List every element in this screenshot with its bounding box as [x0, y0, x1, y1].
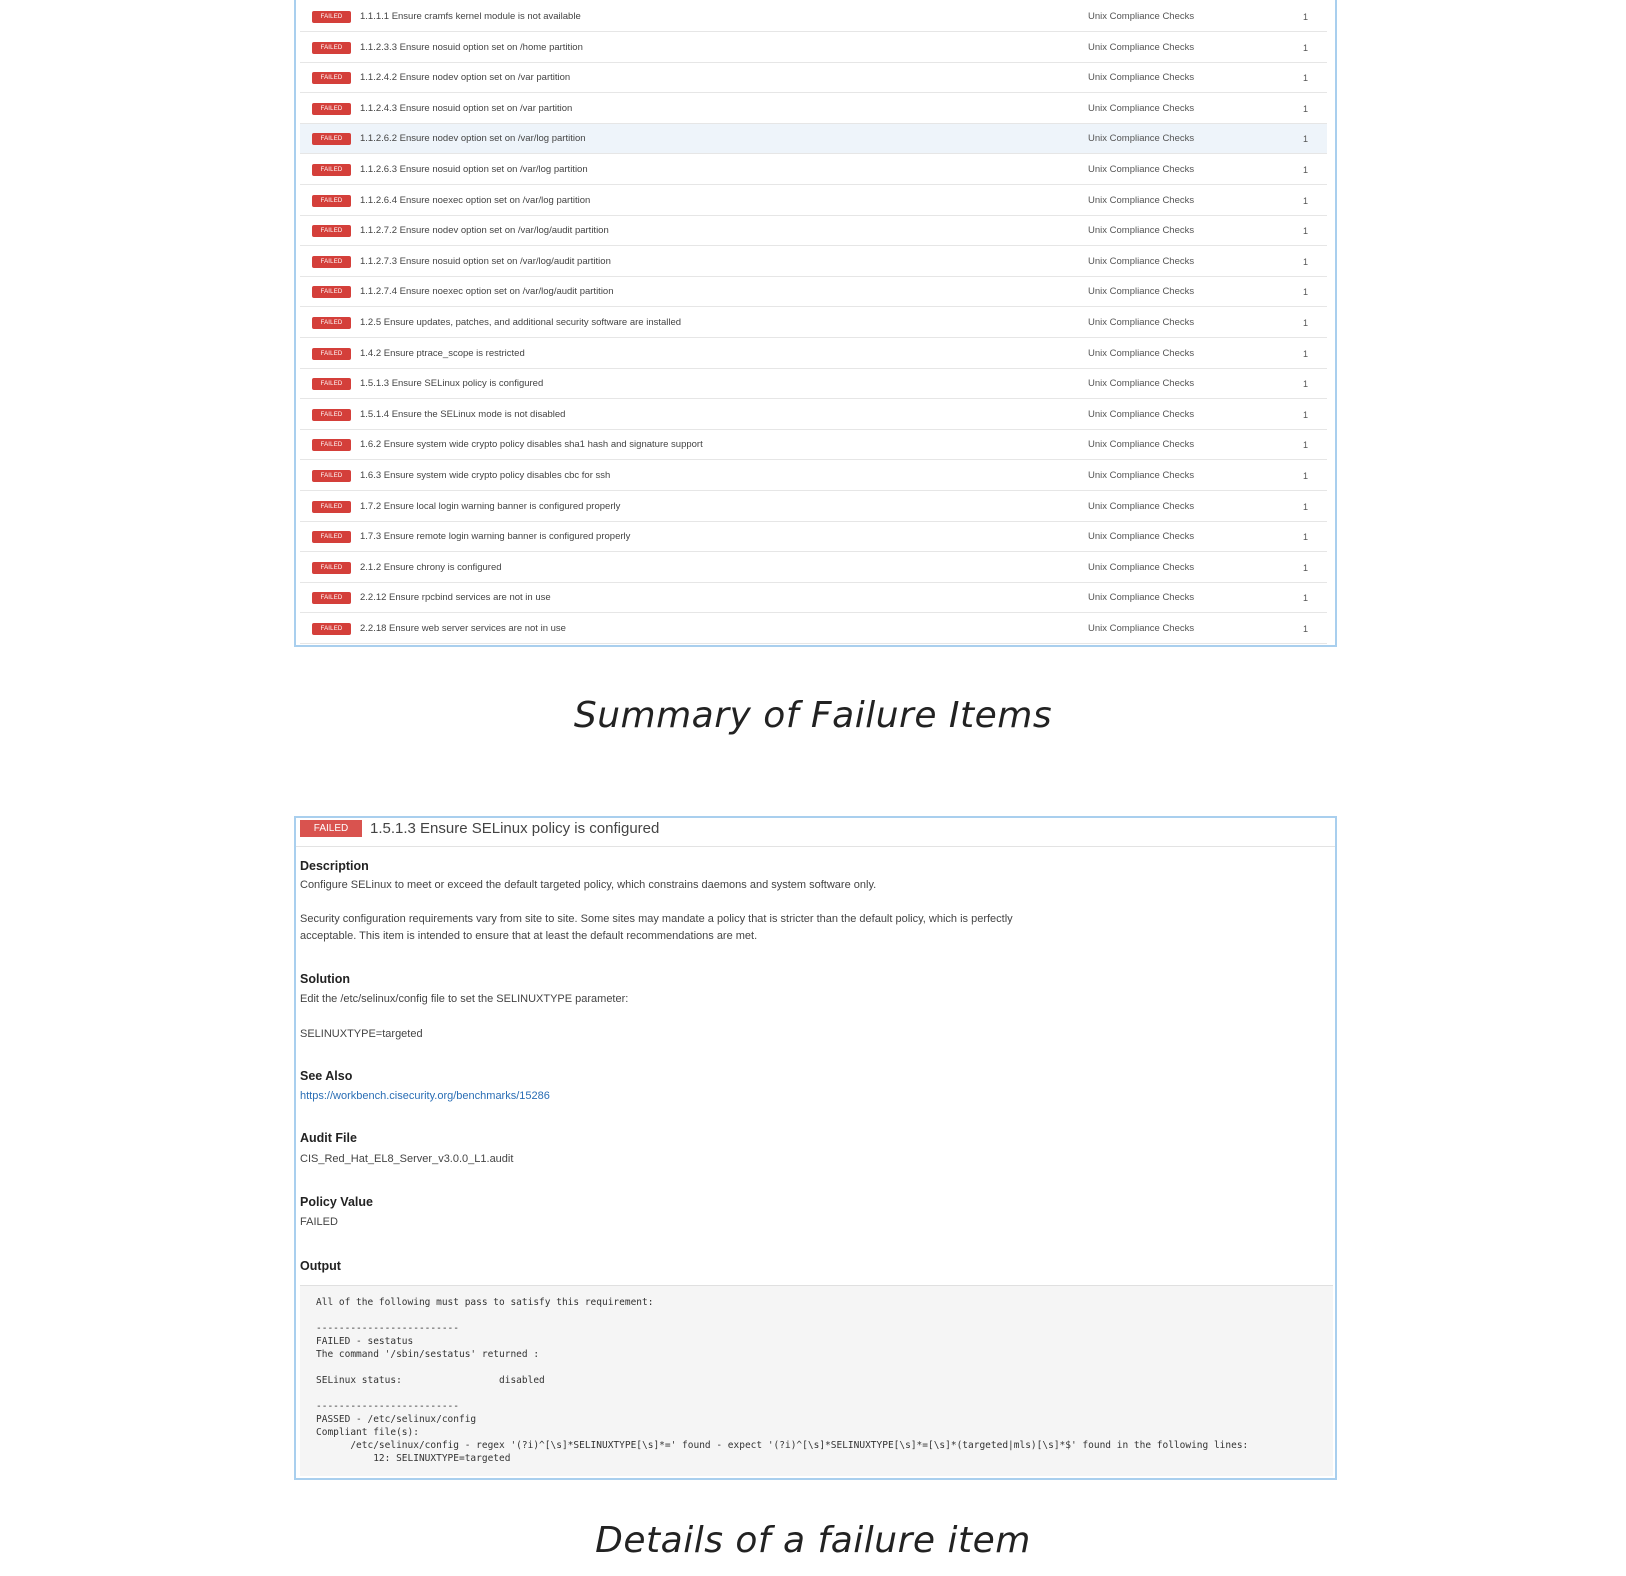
failed-status-badge: FAILED: [312, 11, 351, 23]
plugin-family: Unix Compliance Checks: [1088, 623, 1195, 634]
failed-status-badge: FAILED: [312, 42, 351, 54]
table-row[interactable]: [300, 186, 1327, 216]
check-name[interactable]: 1.7.3 Ensure remote login warning banner is configured properly: [360, 531, 631, 543]
table-row[interactable]: [300, 400, 1327, 430]
solution-text: Edit the /etc/selinux/config file to set the SELINUXTYPE parameter:: [300, 993, 629, 1005]
failed-status-badge: FAILED: [312, 195, 351, 207]
host-count: 1: [1303, 134, 1309, 145]
plugin-family: Unix Compliance Checks: [1088, 561, 1195, 573]
summary-caption: Summary of Failure Items: [573, 695, 1053, 736]
host-count: 1: [1303, 73, 1309, 84]
check-name[interactable]: 1.7.2 Ensure local login warning banner is configured properly: [360, 500, 621, 512]
failed-status-badge: FAILED: [312, 317, 351, 329]
table-row[interactable]: [300, 492, 1327, 522]
host-count: 1: [1303, 440, 1309, 451]
detail-header: [296, 818, 1335, 847]
table-row[interactable]: [300, 369, 1327, 399]
plugin-family: Unix Compliance Checks: [1088, 102, 1195, 114]
failed-status-badge: FAILED: [312, 470, 351, 482]
output-heading: Output: [300, 1259, 341, 1273]
detail-title: 1.5.1.3 Ensure SELinux policy is configured: [370, 820, 660, 837]
solution-setting: SELINUXTYPE=targeted: [300, 1028, 423, 1040]
host-count: 1: [1303, 501, 1309, 512]
table-row[interactable]: [300, 33, 1327, 63]
see-also-heading: See Also: [300, 1069, 353, 1083]
check-name[interactable]: 1.6.2 Ensure system wide crypto policy disables sha1 hash and signature support: [360, 439, 703, 451]
plugin-family: Unix Compliance Checks: [1088, 470, 1195, 481]
failed-status-badge: FAILED: [312, 623, 351, 635]
host-count: 1: [1303, 256, 1309, 267]
plugin-family: Unix Compliance Checks: [1088, 347, 1195, 359]
failed-status-badge: FAILED: [312, 562, 351, 574]
check-name[interactable]: 2.2.18 Ensure web server services are not in use: [360, 623, 566, 634]
table-row[interactable]: [300, 339, 1327, 369]
check-name[interactable]: 1.1.1.1 Ensure cramfs kernel module is not available: [360, 11, 581, 22]
host-count: 1: [1303, 593, 1309, 604]
host-count: 1: [1303, 103, 1309, 114]
policy-value: FAILED: [300, 1216, 338, 1228]
table-row[interactable]: [300, 63, 1327, 93]
check-name[interactable]: 2.2.12 Ensure rpcbind services are not in use: [360, 592, 551, 604]
table-row[interactable]: [300, 583, 1327, 613]
audit-file-value: CIS_Red_Hat_EL8_Server_v3.0.0_L1.audit: [300, 1153, 514, 1165]
description-heading: Description: [300, 859, 369, 873]
detail-caption: Details of a failure item: [595, 1520, 1031, 1561]
failed-status-badge: FAILED: [300, 820, 362, 837]
plugin-family: Unix Compliance Checks: [1088, 531, 1195, 543]
host-count: 1: [1303, 471, 1309, 481]
host-count: 1: [1303, 12, 1309, 22]
plugin-family: Unix Compliance Checks: [1088, 41, 1195, 53]
solution-heading: Solution: [300, 972, 350, 986]
plugin-family: Unix Compliance Checks: [1088, 286, 1195, 298]
host-count: 1: [1303, 379, 1309, 390]
host-count: 1: [1303, 562, 1309, 573]
table-row[interactable]: [300, 308, 1327, 338]
audit-file-heading: Audit File: [300, 1131, 357, 1145]
policy-value-heading: Policy Value: [300, 1195, 373, 1209]
check-name[interactable]: 1.1.2.6.2 Ensure nodev option set on /var/log partition: [360, 133, 586, 145]
description-text: Configure SELinux to meet or exceed the default targeted policy, which constrains daemons and system software only.: [300, 879, 877, 891]
check-name[interactable]: 1.1.2.7.2 Ensure nodev option set on /var/log/audit partition: [360, 225, 609, 237]
table-row[interactable]: [300, 94, 1327, 124]
table-row[interactable]: [300, 430, 1327, 460]
plugin-family: Unix Compliance Checks: [1088, 225, 1195, 237]
failed-status-badge: FAILED: [312, 439, 351, 451]
failed-status-badge: FAILED: [312, 501, 351, 513]
check-name[interactable]: 2.1.2 Ensure chrony is configured: [360, 561, 502, 573]
host-count: 1: [1303, 226, 1309, 237]
failed-status-badge: FAILED: [312, 286, 351, 298]
output-box: [300, 1285, 1333, 1476]
check-name[interactable]: 1.1.2.7.4 Ensure noexec option set on /var/log/audit partition: [360, 286, 614, 298]
plugin-family: Unix Compliance Checks: [1088, 592, 1195, 604]
plugin-family: Unix Compliance Checks: [1088, 194, 1195, 206]
failed-status-badge: FAILED: [312, 225, 351, 237]
host-count: 1: [1303, 195, 1309, 206]
failed-status-badge: FAILED: [312, 256, 351, 268]
failed-status-badge: FAILED: [312, 348, 351, 360]
failed-status-badge: FAILED: [312, 378, 351, 390]
check-name[interactable]: 1.5.1.4 Ensure the SELinux mode is not disabled: [360, 408, 566, 420]
failed-status-badge: FAILED: [312, 531, 351, 543]
check-name[interactable]: 1.1.2.4.2 Ensure nodev option set on /var partition: [360, 72, 571, 84]
table-row[interactable]: [300, 522, 1327, 552]
table-row[interactable]: [300, 247, 1327, 277]
check-name[interactable]: 1.1.2.6.3 Ensure nosuid option set on /var/log partition: [360, 164, 588, 175]
table-row[interactable]: [300, 155, 1327, 185]
failed-status-badge: FAILED: [312, 164, 351, 176]
check-name[interactable]: 1.1.2.6.4 Ensure noexec option set on /var/log partition: [360, 194, 591, 206]
plugin-family: Unix Compliance Checks: [1088, 11, 1195, 22]
host-count: 1: [1303, 42, 1309, 53]
host-count: 1: [1303, 624, 1309, 634]
see-also-link[interactable]: https://workbench.cisecurity.org/benchmarks/15286: [300, 1090, 550, 1102]
table-row[interactable]: [300, 124, 1327, 154]
table-row[interactable]: [300, 461, 1327, 491]
failed-status-badge: FAILED: [312, 592, 351, 604]
table-row[interactable]: [300, 216, 1327, 246]
failed-status-badge: FAILED: [312, 133, 351, 145]
failed-status-badge: FAILED: [312, 72, 351, 84]
host-count: 1: [1303, 318, 1309, 328]
plugin-family: Unix Compliance Checks: [1088, 72, 1195, 84]
check-name[interactable]: 1.5.1.3 Ensure SELinux policy is configured: [360, 378, 544, 390]
host-count: 1: [1303, 287, 1309, 298]
plugin-family: Unix Compliance Checks: [1088, 408, 1195, 420]
plugin-family: Unix Compliance Checks: [1088, 164, 1195, 175]
failed-status-badge: FAILED: [312, 103, 351, 115]
host-count: 1: [1303, 409, 1309, 420]
failure-detail-panel: [294, 816, 1337, 1480]
plugin-family: Unix Compliance Checks: [1088, 439, 1195, 451]
check-name[interactable]: 1.1.2.3.3 Ensure nosuid option set on /home partition: [360, 41, 583, 53]
host-count: 1: [1303, 532, 1309, 543]
description-text-2b: acceptable. This item is intended to ensure that at least the default recommendations are met.: [300, 930, 758, 942]
output-text: All of the following must pass to satisfy this requirement: ------------------------- FAILED - sestatus The command '/sbin/sestatus' returned : SELinux status: disabled ------------------------- PASSED - /etc/selinux/config Compliant file(s): /etc/selinux/config - regex '(?i)^[\s]*SELINUXTYPE[\s]*=' found - expect '(?i)^[\s]*SELINUXTYPE[\s]*=[\s]*(targeted|mls)[\s]*$' found in the following lines: 12: SELINUXTYPE=targeted: [316, 1297, 1249, 1464]
table-row[interactable]: [300, 277, 1327, 307]
check-name[interactable]: 1.4.2 Ensure ptrace_scope is restricted: [360, 347, 525, 359]
plugin-family: Unix Compliance Checks: [1088, 133, 1195, 145]
table-row[interactable]: [300, 2, 1327, 32]
table-row[interactable]: [300, 614, 1327, 644]
check-name[interactable]: 1.1.2.7.3 Ensure nosuid option set on /var/log/audit partition: [360, 255, 611, 267]
plugin-family: Unix Compliance Checks: [1088, 500, 1195, 512]
host-count: 1: [1303, 165, 1309, 175]
plugin-family: Unix Compliance Checks: [1088, 255, 1195, 267]
plugin-family: Unix Compliance Checks: [1088, 378, 1195, 390]
plugin-family: Unix Compliance Checks: [1088, 317, 1195, 328]
failed-status-badge: FAILED: [312, 409, 351, 421]
check-name[interactable]: 1.1.2.4.3 Ensure nosuid option set on /var partition: [360, 102, 573, 114]
check-name[interactable]: 1.2.5 Ensure updates, patches, and additional security software are installed: [360, 317, 682, 328]
failure-summary-table: [294, 0, 1337, 647]
host-count: 1: [1303, 348, 1309, 359]
description-text-2a: Security configuration requirements vary from site to site. Some sites may mandate a policy that is stricter than the default policy, which is perfectly: [300, 913, 1013, 925]
check-name[interactable]: 1.6.3 Ensure system wide crypto policy disables cbc for ssh: [360, 470, 611, 481]
table-row[interactable]: [300, 553, 1327, 583]
